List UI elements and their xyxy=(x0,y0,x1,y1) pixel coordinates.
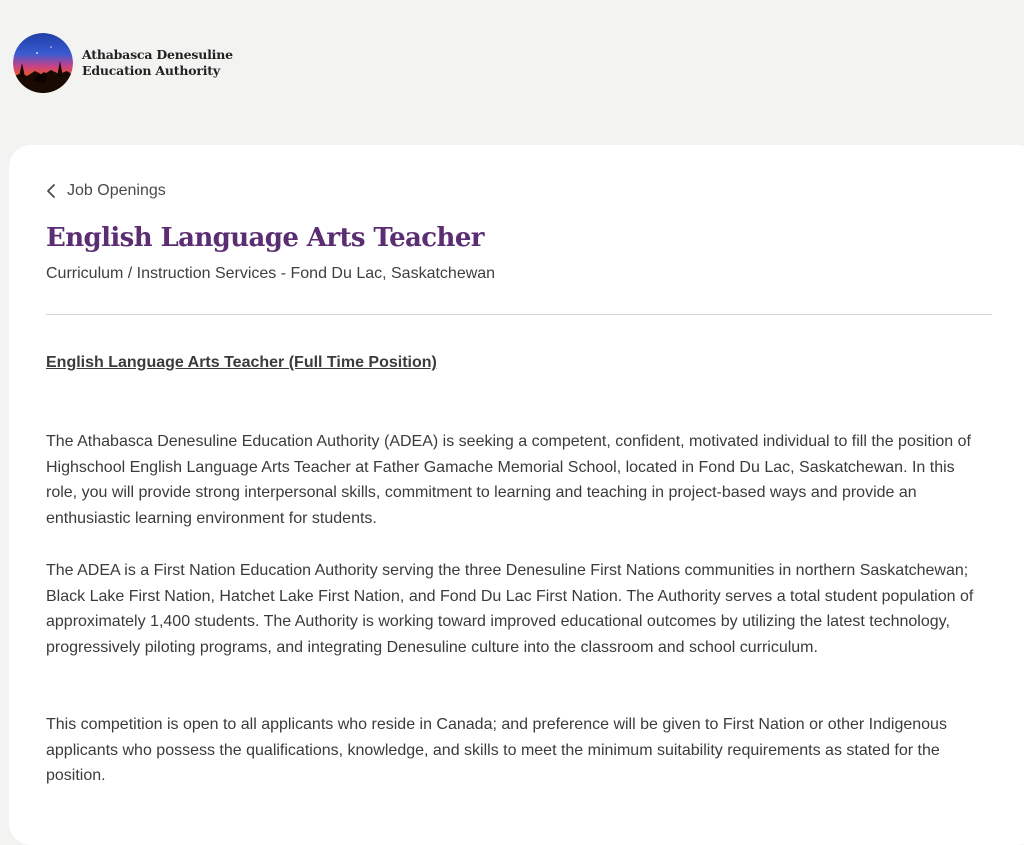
back-to-job-openings-link[interactable] xyxy=(46,182,166,200)
logo-line-2: Education Authority xyxy=(82,63,220,78)
description-paragraph-2: The ADEA is a First Nation Education Authority serving the three Denesuline First Nations communities in northern Saskatchewan; Black Lake First Nation, Hatchet Lake First Nation, and Fond Du Lac First Nation. The Authority serves a total student population of approximately 1,400 students. The Authority is working toward improved educational outcomes by utilizing the latest technology, progressively piloting programs, and integrating Denesuline culture into the classroom and school curriculum. xyxy=(46,562,974,657)
description-paragraph-1: The Athabasca Denesuline Education Authority (ADEA) is seeking a competent, confident, motivated individual to fill the position of Highschool English Language Arts Teacher at Father Gamache Memorial School, located in Fond Du Lac, Saskatchewan. In this role, you will provide strong interpersonal skills, commitment to learning and teaching in project-based ways and provide an enthusiastic learning environment for students. xyxy=(46,433,971,528)
posting-heading: English Language Arts Teacher (Full Time Position) xyxy=(46,354,437,371)
job-posting-card xyxy=(9,145,1024,845)
adea-logo-icon xyxy=(13,33,73,93)
divider xyxy=(46,314,992,315)
logo-line-1: Athabasca Denesuline xyxy=(82,47,233,62)
logo-text xyxy=(82,47,233,79)
job-meta: Curriculum / Instruction Services - Fond Du Lac, Saskatchewan xyxy=(46,265,496,282)
back-link-label: Job Openings xyxy=(67,182,166,199)
job-title: English Language Arts Teacher xyxy=(46,223,484,253)
chevron-left-icon xyxy=(46,183,56,199)
description-paragraph-3: This competition is open to all applicants who reside in Canada; and preference will be given to First Nation or other Indigenous applicants who possess the qualifications, knowledge, and skills to meet the minimum suitability requirements as stated for the position. xyxy=(46,716,947,785)
logo-link[interactable] xyxy=(13,33,233,93)
site-header xyxy=(0,0,1024,145)
